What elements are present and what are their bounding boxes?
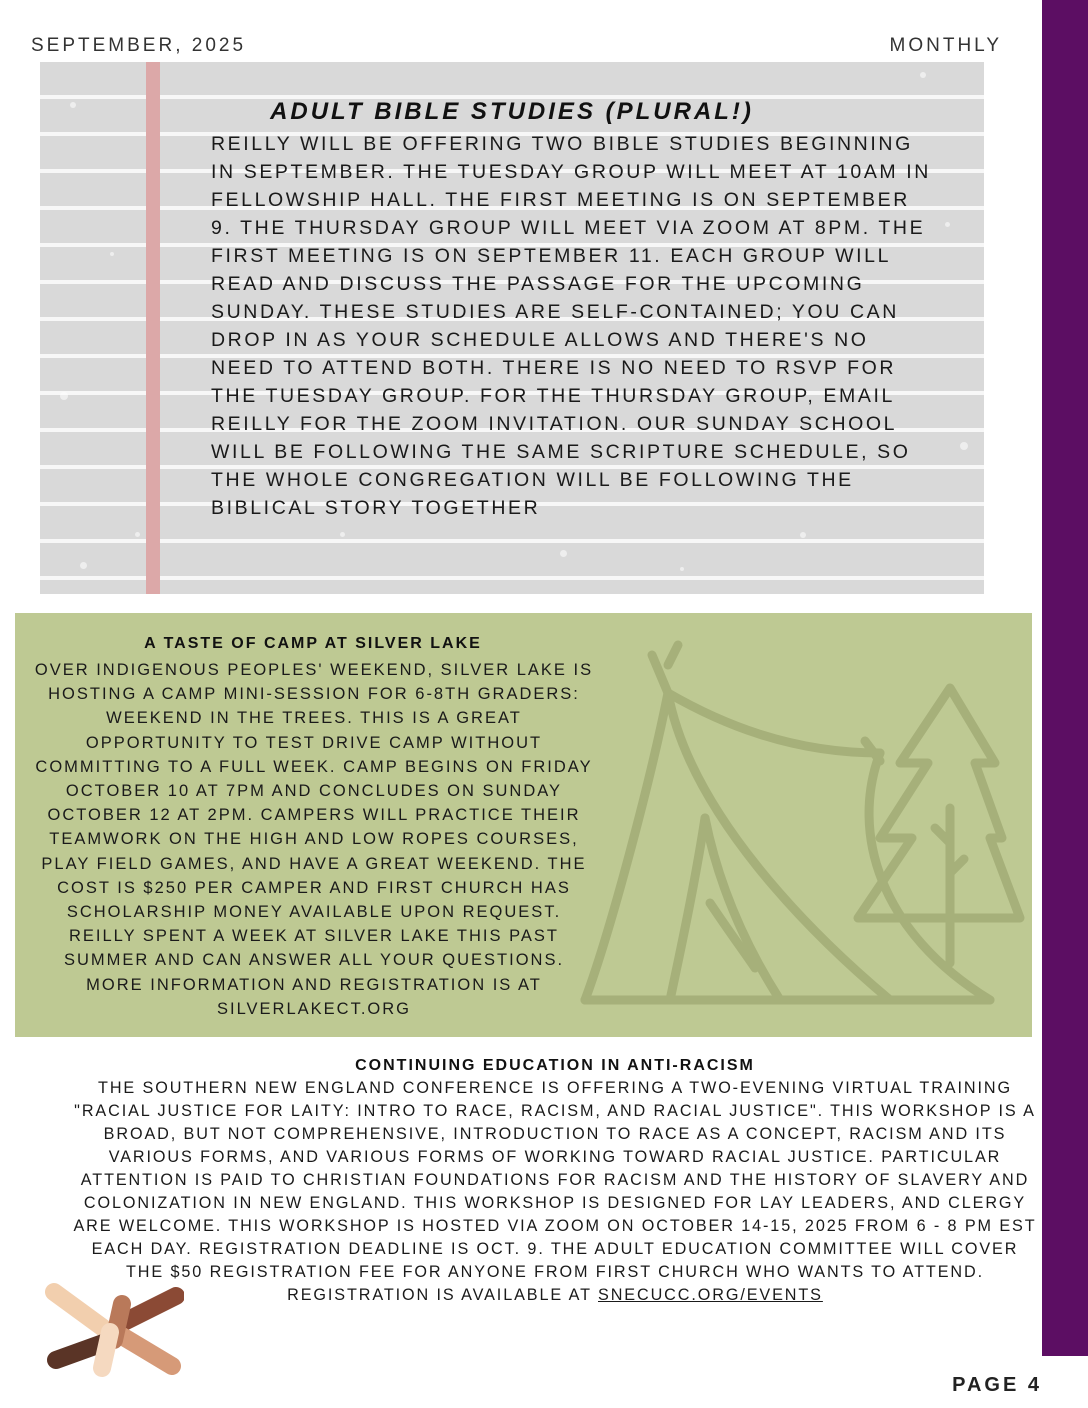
paper-speckle: [80, 562, 87, 569]
paper-speckle: [60, 392, 68, 400]
newsletter-frequency: MONTHLY: [889, 35, 1002, 56]
paper-speckle: [945, 222, 950, 227]
side-accent-bar: [1042, 0, 1088, 1356]
bible-studies-title: ADULT BIBLE STUDIES (PLURAL!): [270, 98, 754, 125]
paper-speckle: [680, 567, 684, 571]
camp-section: [15, 613, 1032, 1037]
paper-speckle: [920, 72, 926, 78]
anti-racism-title: CONTINUING EDUCATION IN ANTI-RACISM: [355, 1057, 755, 1074]
camp-body: OVER INDIGENOUS PEOPLES' WEEKEND, SILVER LAKE IS HOSTING A CAMP MINI-SESSION FOR 6-8TH GRADERS: WEEKEND IN THE TREES. THIS IS A GREAT OPPORTUNITY TO TEST DRIVE CAMP WITHOUT COMMITTING TO A FULL WEEK. CAMP BEGINS ON FRIDAY OCTOBER 10 AT 7PM AND CONCLUDES ON SUNDAY OCTOBER 12 AT 2PM. CAMPERS WILL PRACTICE THEIR TEAMWORK ON THE HIGH AND LOW ROPES COURSES, PLAY FIELD GAMES, AND HAVE A GREAT WEEKEND. THE COST IS $250 PER CAMPER AND FIRST CHURCH HAS SCHOLARSHIP MONEY AVAILABLE UPON REQUEST. REILLY SPENT A WEEK AT SILVER LAKE THIS PAST SUMMER AND CAN ANSWER ALL YOUR QUESTIONS. MORE INFORMATION AND REGISTRATION IS AT SILVERLAKECT.ORG: [34, 661, 594, 1018]
joined-hands-icon: [44, 1280, 184, 1380]
tent-and-tree-icon: [560, 633, 1030, 1023]
paper-speckle: [340, 532, 345, 537]
registration-link[interactable]: SNECUCC.ORG/EVENTS: [598, 1286, 823, 1304]
paper-speckle: [560, 550, 567, 557]
anti-racism-text: THE SOUTHERN NEW ENGLAND CONFERENCE IS OFFERING A TWO-EVENING VIRTUAL TRAINING "RACIAL JUSTICE FOR LAITY: INTRO TO RACE, RACISM, AND RACIAL JUSTICE". THIS WORKSHOP IS A BROAD, BUT NOT COMPREHENSIVE, INTRODUCTION TO RACE AS A CONCEPT, RACISM AND ITS VARIOUS FORMS, AND VARIOUS FORMS OF WORKING TOWARD RACIAL JUSTICE. PARTICULAR ATTENTION IS PAID TO CHRISTIAN FOUNDATIONS FOR RACISM AND THE HISTORY OF SLAVERY AND COLONIZATION IN NEW ENGLAND. THIS WORKSHOP IS DESIGNED FOR LAY LEADERS, AND CLERGY ARE WELCOME. THIS WORKSHOP IS HOSTED VIA ZOOM ON OCTOBER 14-15, 2025 FROM 6 - 8 PM EST EACH DAY. REGISTRATION DEADLINE IS OCT. 9. THE ADULT EDUCATION COMMITTEE WILL COVER THE $50 REGISTRATION FEE FOR ANYONE FROM FIRST CHURCH WHO WANTS TO ATTEND. REGISTRATION IS AVAILABLE AT: [73, 1079, 1037, 1304]
paper-speckle: [135, 532, 140, 537]
anti-racism-body: [72, 1077, 1038, 1307]
bible-studies-section: [40, 62, 984, 594]
paper-speckle: [960, 442, 968, 450]
paper-speckle: [800, 532, 806, 538]
camp-title: A TASTE OF CAMP AT SILVER LAKE: [144, 635, 482, 652]
bible-studies-body: REILLY WILL BE OFFERING TWO BIBLE STUDIES BEGINNING IN SEPTEMBER. THE TUESDAY GROUP WILL MEET AT 10AM IN FELLOWSHIP HALL. THE FIRST MEETING IS ON SEPTEMBER 9. THE THURSDAY GROUP WILL MEET VIA ZOOM AT 8PM. THE FIRST MEETING IS ON SEPTEMBER 11. EACH GROUP WILL READ AND DISCUSS THE PASSAGE FOR THE UPCOMING SUNDAY. THESE STUDIES ARE SELF-CONTAINED; YOU CAN DROP IN AS YOUR SCHEDULE ALLOWS AND THERE'S NO NEED TO ATTEND BOTH. THERE IS NO NEED TO RSVP FOR THE TUESDAY GROUP. FOR THE THURSDAY GROUP, EMAIL REILLY FOR THE ZOOM INVITATION. OUR SUNDAY SCHOOL WILL BE FOLLOWING THE SAME SCRIPTURE SCHEDULE, SO THE WHOLE CONGREGATION WILL BE FOLLOWING THE BIBLICAL STORY TOGETHER: [211, 133, 931, 519]
paper-speckle: [110, 252, 114, 256]
page-number: PAGE 4: [952, 1374, 1042, 1396]
notebook-margin-line: [146, 62, 160, 594]
newsletter-date: SEPTEMBER, 2025: [31, 35, 247, 56]
